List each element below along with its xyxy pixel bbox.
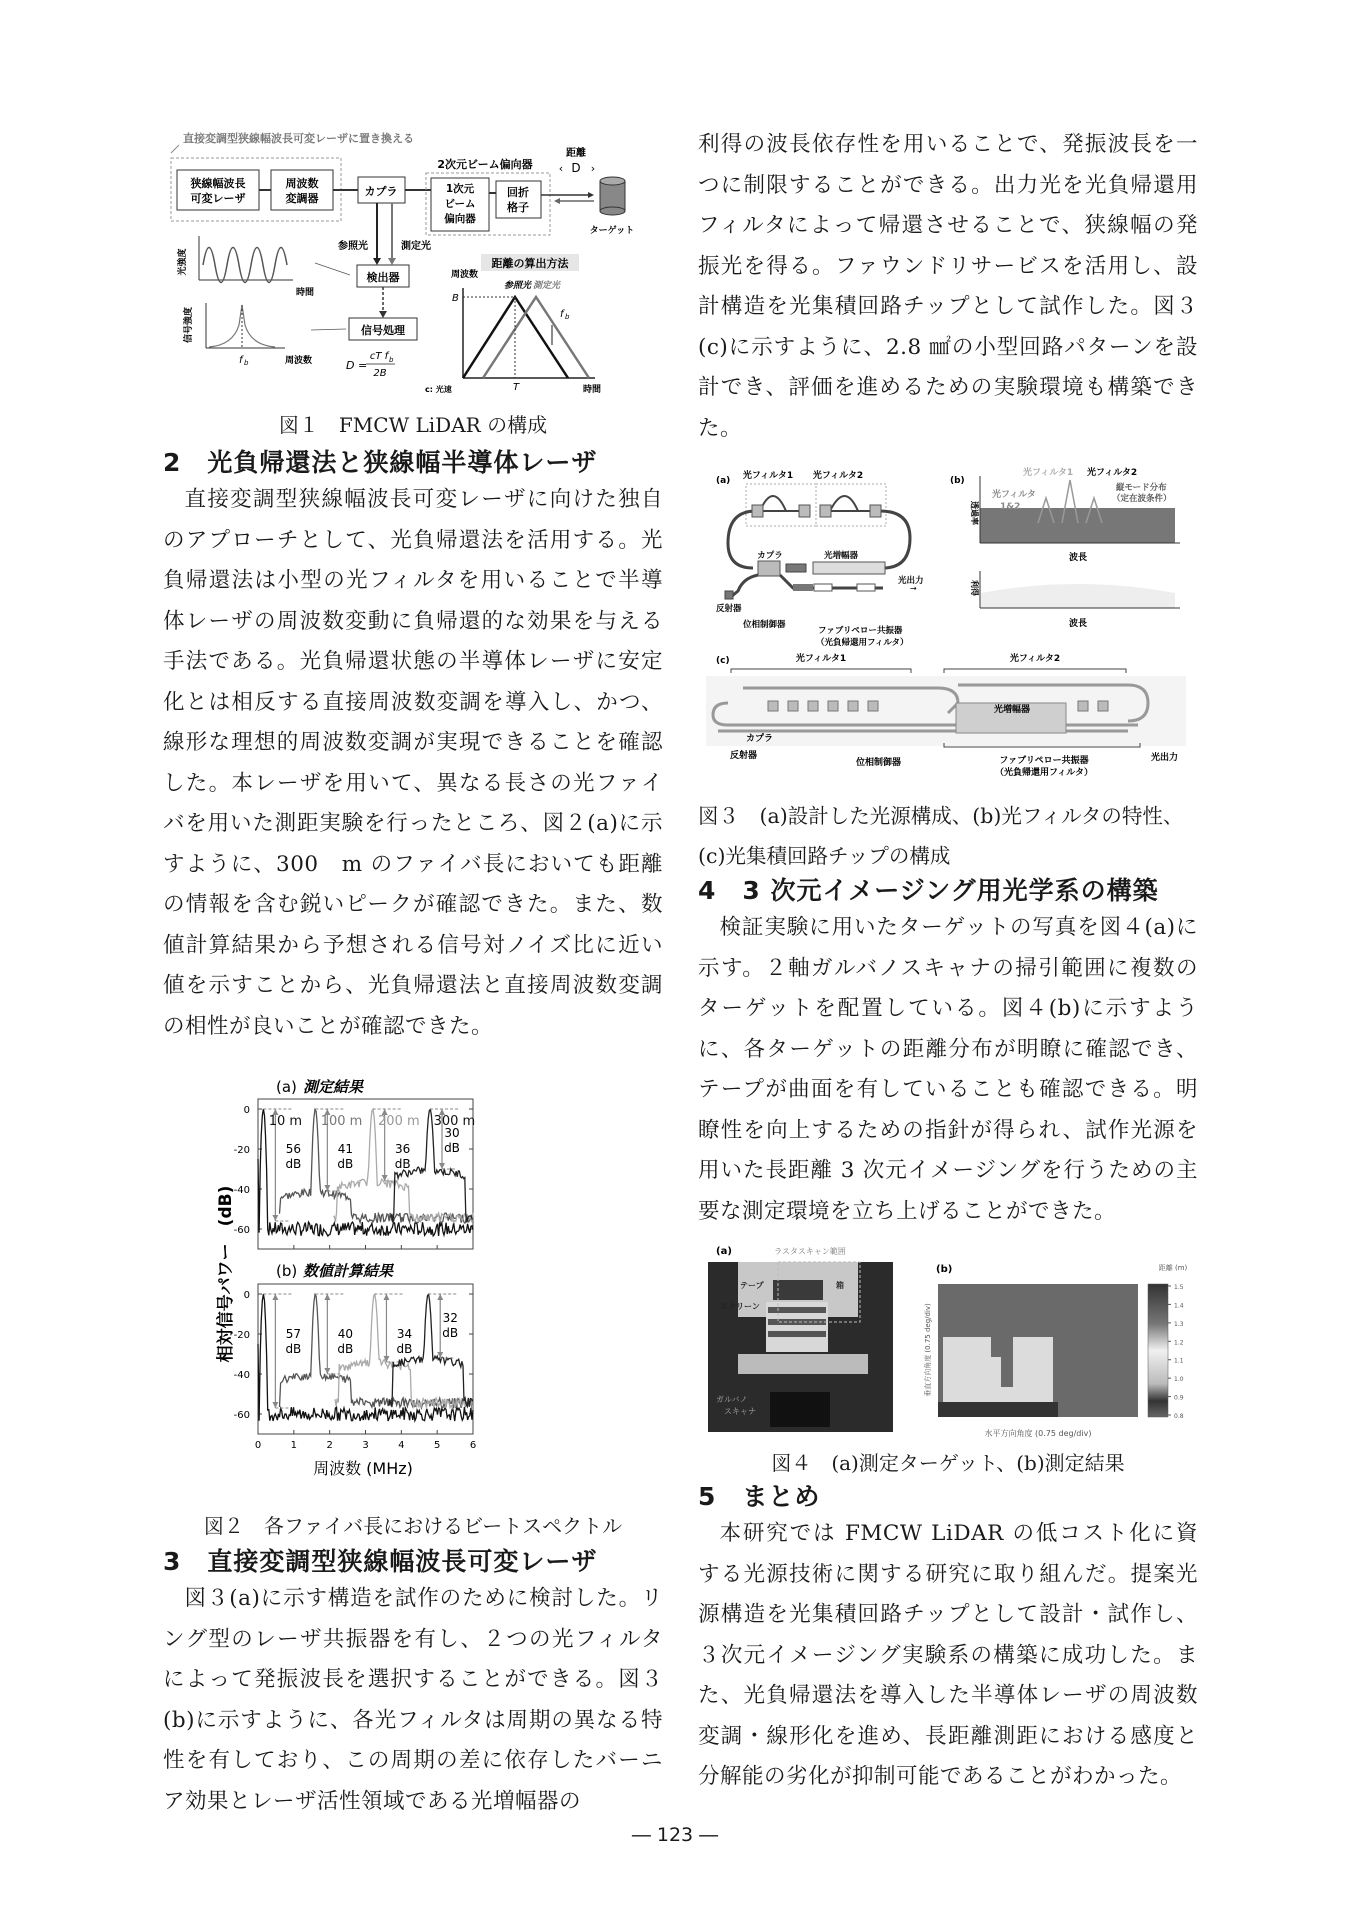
- section5-heading: 5 まとめ: [698, 1482, 821, 1511]
- fig3-c-brackets-top: [731, 669, 1126, 673]
- snr-unit-label: dB: [444, 1141, 460, 1155]
- arrow-up-icon: [383, 1294, 389, 1300]
- fig1-method-xlabel: 時間: [583, 385, 602, 395]
- y-tick-label: -20: [233, 1145, 250, 1156]
- fig1-method-B: B: [452, 293, 459, 304]
- fig1-grating-l1: 回折: [507, 186, 529, 199]
- fig3-b-mode-fill: [980, 508, 1175, 543]
- page-number: ― 123 ―: [631, 1824, 719, 1846]
- fig1-grating-l2: 格子: [507, 201, 529, 214]
- fig1-method-ylabel: 周波数: [451, 270, 479, 280]
- fig1-box-coupler-label: カプラ: [364, 185, 398, 198]
- arrow-right-icon: [588, 192, 594, 198]
- y-tick-label: 0: [243, 1290, 250, 1301]
- arrow-down-icon: [439, 1163, 445, 1169]
- fig3-c-amplifier: 光増幅器: [994, 705, 1031, 715]
- fig3-a-label: (a): [716, 476, 731, 486]
- fig3-a-fp-sub: （光負帰還用フィルタ）: [816, 638, 909, 648]
- fig1-plot1-ylabel: 光強度: [178, 248, 188, 276]
- fig3-c-output: 光出力: [1151, 753, 1179, 763]
- snr-unit-label: dB: [285, 1342, 302, 1356]
- y-tick-label: -20: [233, 1330, 250, 1341]
- fig1-distance-label: 距離: [566, 148, 586, 159]
- fig1-box-laser-l2: 可変レーザ: [190, 192, 246, 205]
- fig1-box-modulator-l2: 変調器: [285, 192, 319, 205]
- fig1-1d-l3: 偏向器: [444, 213, 476, 225]
- colorbar-tick-label: 1.4: [1174, 1302, 1184, 1310]
- y-tick-label: -40: [233, 1185, 250, 1196]
- arrow-down-icon: [324, 1368, 330, 1374]
- fig1-distance-arrow-right-icon: ›: [590, 162, 596, 175]
- fig1-1d-l1: 1次元: [445, 183, 475, 195]
- fig1-replace-arrow: [171, 145, 179, 153]
- fiber-length-label: 300 m: [433, 1114, 476, 1129]
- fig3-c-fp-sub: （光負帰還用フィルタ）: [995, 768, 1093, 778]
- colorbar-tick-label: 1.0: [1174, 1376, 1184, 1384]
- colorbar-tick-label: 1.1: [1174, 1357, 1184, 1365]
- fig3-a-block: [799, 505, 810, 517]
- fig3-a-fp-mirror: [814, 584, 832, 591]
- fig3-b-mode-l1: 縦モード分布: [1116, 483, 1167, 493]
- section4-heading: 4 3 次元イメージング用光学系の構築: [698, 876, 1159, 905]
- y-tick-label: -60: [233, 1410, 250, 1421]
- arrow-down-icon: [272, 1215, 278, 1221]
- fig3-c-filter1: 光フィルタ1: [795, 654, 847, 664]
- colorbar-tick-label: 1.2: [1174, 1339, 1184, 1347]
- fig1-plot2-peak-sub: b: [244, 359, 249, 367]
- fiber-length-label: 100 m: [320, 1114, 363, 1129]
- fig3-c-filter2: 光フィルタ2: [1009, 654, 1061, 664]
- fig1-pointer: [315, 263, 350, 275]
- fig1-box-modulator-l1: 周波数: [285, 177, 319, 190]
- section2-paragraph: 直接変調型狭線幅波長可変レーザに向けた独自のアプローチとして、光負帰還法を活用する。光負帰還法は小型の光フィルタを用いることで半導体レーザの周波数変動に負帰還的な効果を与える手法である。光負帰還状態の半導体レーザに安定化とは相反する直接周波数変調を導入し、かつ、線形な理想的周波数変調が実現できることを確認した。本レーザを用いて、異なる長さの光ファイバを用いた測距実験を行ったところ、図２(a)に示すように、300 m のファイバ長においても距離の情報を含む鋭いピークが確認できた。また、数値計算結果から予想される信号対ノイズ比に近い値を示すことから、光負帰還法と直接周波数変調の相性が良いことが確認できた。: [163, 487, 663, 1039]
- fig4-a-galvo-l1: ガルバノ: [716, 1395, 748, 1404]
- fig4-b-colorbar-ticks: [1168, 1284, 1184, 1420]
- fig3-a-amplifier-block: [813, 562, 885, 574]
- fig1-formula-den: 2B: [373, 368, 387, 379]
- fig2-chart: [163, 1069, 663, 1509]
- fig4-caption: 図４ (a)測定ターゲット、(b)測定結果: [771, 1451, 1125, 1475]
- fig1-distance-symbol: D: [571, 161, 581, 175]
- x-tick-label: 0: [254, 1440, 262, 1451]
- fig2-title-b-prefix: (b): [276, 1262, 298, 1280]
- fig2-title-b: 数値計算結果: [303, 1262, 394, 1280]
- section2-heading: 2 光負帰還法と狭線幅半導体レーザ: [163, 448, 598, 477]
- snr-value-label: 40: [337, 1327, 353, 1341]
- left-column: [163, 125, 663, 1822]
- fig3-a-block: [752, 505, 763, 517]
- fig2-panel-b: [234, 1284, 477, 1451]
- fig3-a-block: [820, 505, 831, 517]
- snr-unit-label: dB: [396, 1342, 413, 1356]
- section3-heading: 3 直接変調型狭線幅波長可変レーザ: [163, 1547, 598, 1576]
- fig1-method-meas: 測定光: [533, 281, 561, 291]
- fig3-a-phase-block2: [793, 584, 813, 591]
- snr-value-label: 56: [285, 1142, 302, 1156]
- arrow-up-icon: [437, 1294, 443, 1300]
- figure-1: [163, 125, 663, 410]
- arrow-up-icon: [324, 1294, 330, 1300]
- fig3-a-phase-block: [786, 564, 806, 572]
- fig3-a-reflector: 反射器: [716, 604, 742, 614]
- arrow-left-icon: [554, 198, 560, 204]
- fig3-diagram: [698, 463, 1198, 808]
- fig3-a-coupler-block: [758, 561, 780, 576]
- figure-4: [698, 1242, 1198, 1442]
- x-tick-label: 6: [469, 1440, 477, 1451]
- colorbar-tick-label: 0.9: [1174, 1394, 1184, 1402]
- snr-unit-label: dB: [337, 1157, 354, 1171]
- fig3-a-coupler: カプラ: [757, 551, 783, 561]
- fig1-1d-l2: ビーム: [444, 198, 476, 210]
- fig1-beam-deflector-group: 2次元ビーム偏向器: [437, 158, 533, 171]
- fig2-xlabel: 周波数 (MHz): [313, 1459, 413, 1478]
- fig1-formula-lhs: D =: [346, 359, 368, 372]
- section4-paragraph: 検証実験に用いたターゲットの写真を図４(a)に示す。２軸ガルバノスキャナの掃引範囲に複数のターゲットを配置している。図４(b)に示すように、各ターゲットの距離分布が明瞭に確認でき、テープが曲面を有していることも確認できる。明瞭性を向上するための指針が得られ、試作光源を用いた長距離 3 次元イメージングを行うための主要な測定環境を立ち上げることができた。: [698, 915, 1198, 1224]
- right-column: [698, 125, 1198, 1798]
- snr-value-label: 34: [396, 1327, 413, 1341]
- snr-unit-label: dB: [337, 1342, 354, 1356]
- fiber-length-label: 10 m: [268, 1114, 303, 1129]
- fig3-a-output-arrow-icon: →: [910, 584, 917, 593]
- figure-3: [698, 463, 1198, 808]
- fig3-c-reflector: 反射器: [730, 751, 758, 761]
- fig3-b-filter12-l1: 光フィルタ: [992, 490, 1036, 500]
- snr-unit-label: dB: [394, 1157, 411, 1171]
- fig3-a-phase: 位相制御器: [743, 620, 786, 630]
- fig3-b-ylabel-bottom: 利得: [970, 580, 979, 596]
- snr-value-label: 36: [395, 1142, 411, 1156]
- fig3-b-label: (b): [950, 476, 965, 486]
- fig3-c-phase: 位相制御器: [856, 758, 902, 768]
- fig4-a-tape: テープ: [740, 1281, 764, 1290]
- fig1-speed-note: c: 光速: [425, 385, 452, 394]
- fig1-method-meas-line: [483, 297, 589, 378]
- fig3-a-block: [870, 505, 881, 517]
- arrow-down-icon: [272, 1402, 278, 1408]
- figure-2: [163, 1069, 663, 1509]
- fig3-b-ylabel-top: 透過率: [970, 501, 979, 525]
- fig3-c-coupler: カプラ: [746, 734, 774, 744]
- fig1-replace-note: 直接変調型狭線幅波長可変レーザに置き換える: [183, 132, 414, 145]
- fig2-title-a: 測定結果: [303, 1078, 364, 1096]
- fig4-b-xlabel: 水平方向角度 (0.75 deg/div): [984, 1429, 1092, 1438]
- arrow-down-icon: [373, 258, 381, 265]
- fig1-box-detector-label: 検出器: [366, 271, 400, 284]
- fig3-a-filter1: 光フィルタ1: [742, 471, 794, 481]
- fig1-ref-light: 参照光: [338, 241, 368, 252]
- section5-paragraph: 本研究では FMCW LiDAR の低コスト化に資する光源技術に関する研究に取り組んだ。提案光源構造を光集積回路チップとして設計・試作し、３次元イメージング実験系の構築に成功した。また、光負帰還法を導入した半導体レーザの周波数変調・線形化を進め、長距離測距における感度と分解能の劣化が抑制可能であることがわかった。: [698, 1521, 1198, 1789]
- fig3-a-fp-mirror: [857, 584, 875, 591]
- fig4-b-colorbar: [1148, 1284, 1168, 1417]
- fig4-a-box: 箱: [836, 1281, 844, 1290]
- fig1-distance-arrow-left-icon: ‹: [558, 162, 564, 175]
- fig1-formula-num-sub: b: [389, 356, 394, 364]
- fig1-caption: 図１ FMCW LiDAR の構成: [278, 413, 548, 437]
- fig3-a-filter2: 光フィルタ2: [812, 471, 864, 481]
- fig2-caption: 図２ 各ファイバ長におけるビートスペクトル: [203, 1514, 623, 1538]
- fig4-b-ylabel: 垂直方向角度 (0.75 deg/div): [924, 1303, 932, 1397]
- fig1-box-laser-l1: 狭線幅波長: [190, 177, 246, 190]
- snr-unit-label: dB: [285, 1157, 302, 1171]
- x-tick-label: 3: [362, 1440, 369, 1451]
- snr-value-label: 30: [444, 1126, 460, 1140]
- fig1-plot2-peak-label: f: [239, 355, 243, 366]
- colorbar-tick-label: 0.8: [1174, 1413, 1184, 1420]
- fig3-c-label: (c): [716, 656, 730, 666]
- fig3-a-amplifier: 光増幅器: [823, 551, 859, 561]
- x-tick-label: 5: [433, 1440, 441, 1451]
- fig1-method-fb: f: [560, 309, 564, 320]
- x-tick-label: 4: [398, 1440, 405, 1451]
- arrow-down-icon: [379, 311, 387, 318]
- arrow-up-icon: [272, 1294, 278, 1300]
- fig3-a-output: 光出力: [898, 576, 924, 586]
- fig3-b-xlabel-top: 波長: [1068, 553, 1088, 563]
- fig1-method-ref: 参照光: [504, 281, 532, 291]
- fig1-diagram: [163, 125, 663, 410]
- fig4-b-colorbar-title: 距離 (m): [1158, 1264, 1188, 1272]
- fig2-title-a-prefix: (a): [276, 1078, 297, 1096]
- arrow-down-icon: [388, 258, 396, 265]
- fig4-image: [698, 1242, 1198, 1442]
- x-tick-label: 2: [326, 1440, 333, 1451]
- fig3-b-filter2: 光フィルタ2: [1087, 468, 1138, 478]
- fig3-b-gain-curve: [981, 584, 1175, 608]
- fig3-b-mode-l2: （定在波条件）: [1112, 494, 1172, 504]
- fig1-plot2-xlabel: 周波数: [285, 356, 313, 366]
- fiber-length-label: 200 m: [378, 1114, 420, 1129]
- fig1-meas-light: 測定光: [401, 241, 431, 252]
- fig1-pointer: [311, 329, 346, 330]
- x-tick-label: 1: [290, 1440, 298, 1451]
- target-cylinder-icon: [600, 177, 625, 215]
- fig4-b-label: (b): [936, 1264, 953, 1275]
- colorbar-tick-label: 1.3: [1174, 1320, 1184, 1328]
- fig3-a-ring: [728, 511, 910, 568]
- fig1-method-fb-sub: b: [565, 313, 570, 321]
- fig4-a-galvo-l2: スキャナ: [724, 1407, 756, 1416]
- fig4-a-screen: スクリーン: [720, 1302, 760, 1311]
- fig1-plot2-ylabel: 信号強度: [184, 306, 194, 344]
- snr-value-label: 57: [285, 1327, 302, 1341]
- fig3-caption: 図３ (a)設計した光源構成、(b)光フィルタの特性、(c)光集積回路チップの構成: [698, 804, 1184, 868]
- y-tick-label: -40: [233, 1370, 250, 1381]
- snr-unit-label: dB: [442, 1326, 459, 1340]
- fig2-panel-a: [234, 1099, 476, 1249]
- fig2-ylabel: 相対信号パワー (dB): [216, 1185, 236, 1363]
- fig1-plot1-wave: [203, 248, 287, 283]
- snr-value-label: 32: [442, 1311, 458, 1325]
- colorbar-tick-label: 1.5: [1174, 1284, 1184, 1291]
- fig1-target-label: ターゲット: [589, 226, 635, 236]
- fig1-plot1-xlabel: 時間: [296, 288, 315, 298]
- fig3-a-reflector-block: [725, 591, 733, 599]
- section3-paragraph-left: 図３(a)に示す構造を試作のために検討した。リング型のレーザ共振器を有し、２つの光フィルタによって発振波長を選択することができる。図３(b)に示すように、各光フィルタは周期の異なる特性を有しており、この周期の差に依存したバーニア効果とレーザ活性領域である光増幅器の: [163, 1586, 663, 1814]
- fig4-b-heatmap: [938, 1284, 1138, 1417]
- fig3-c-fp: ファブリペロー共振器: [999, 756, 1089, 766]
- fig3-a-fp: ファブリペロー共振器: [818, 626, 903, 636]
- snr-value-label: 41: [337, 1142, 353, 1156]
- fig3-a-filter-waveguides: [754, 496, 880, 511]
- fig1-formula-num: cT f: [369, 351, 389, 362]
- y-tick-label: 0: [243, 1105, 250, 1116]
- section3-paragraph-right: 利得の波長依存性を用いることで、発振波長を一つに制限することができる。出力光を光負帰還用フィルタによって帰還させることで、狭線幅の発振光を得る。ファウンドリサービスを活用し、設計構造を光集積回路チップとして試作した。図３(c)に示すように、2.8 ㎟の小型回路パターンを設計でき、評価を進めるための実験環境も構築できた。: [698, 132, 1198, 441]
- fig1-method-T: T: [513, 382, 520, 393]
- fig3-b-filter12-l2: 1&2: [1000, 502, 1021, 512]
- fig4-a-label: (a): [716, 1246, 732, 1257]
- fig4-a-scan-range: ラスタスキャン範囲: [774, 1247, 846, 1256]
- fig1-box-signal-proc-label: 信号処理: [361, 324, 405, 337]
- fig3-b-filter1: 光フィルタ1: [1023, 468, 1074, 478]
- fig1-method-title: 距離の算出方法: [491, 257, 569, 270]
- y-tick-label: -60: [233, 1225, 250, 1236]
- fig3-b-xlabel-bottom: 波長: [1068, 619, 1088, 629]
